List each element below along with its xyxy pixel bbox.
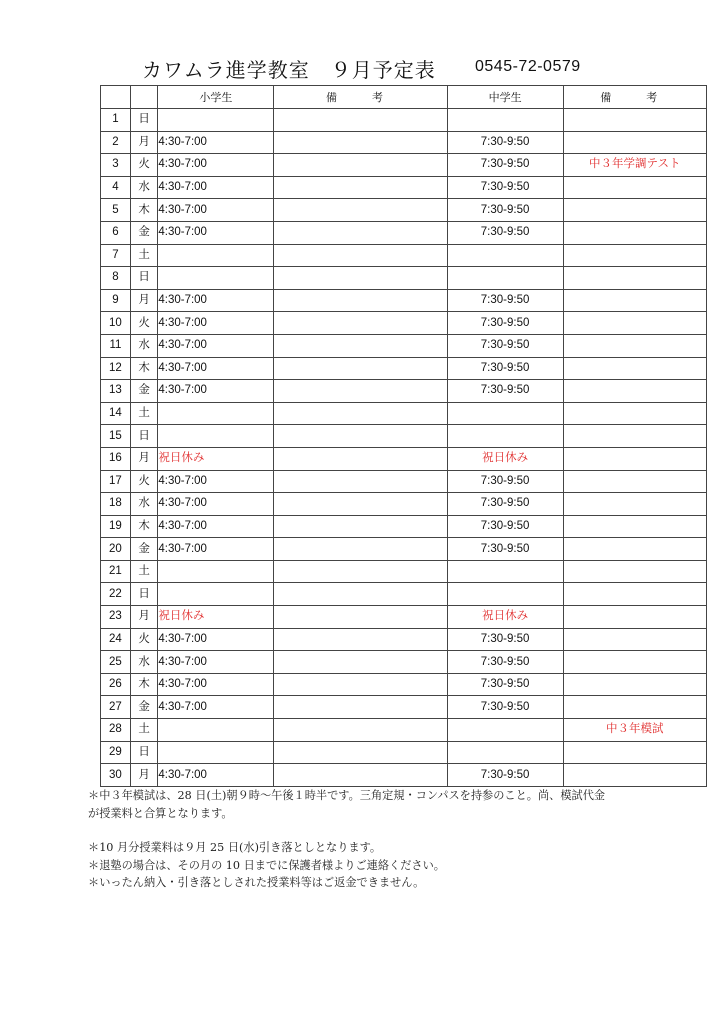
- weekday-cell: 木: [130, 673, 157, 696]
- col-header-middle: 中学生: [447, 86, 563, 109]
- elementary-note-cell: [274, 289, 447, 312]
- elementary-note-cell: [274, 764, 447, 787]
- weekday-cell: 木: [130, 357, 157, 380]
- elementary-time-cell: 4:30-7:00: [158, 515, 274, 538]
- weekday-cell: 水: [130, 334, 157, 357]
- elementary-time-cell: 4:30-7:00: [158, 199, 274, 222]
- table-row: [101, 312, 707, 335]
- weekday-cell: 木: [130, 199, 157, 222]
- table-row: [101, 560, 707, 583]
- middle-note-cell: [563, 628, 706, 651]
- middle-time-cell: 7:30-9:50: [447, 628, 563, 651]
- middle-note-cell: [563, 357, 706, 380]
- middle-note-cell: [563, 538, 706, 561]
- middle-time-cell: [447, 267, 563, 290]
- middle-time-cell: 7:30-9:50: [447, 493, 563, 516]
- middle-note-cell: [563, 289, 706, 312]
- middle-time-cell: 7:30-9:50: [447, 515, 563, 538]
- elementary-time-cell: 4:30-7:00: [158, 696, 274, 719]
- day-number-cell: 5: [101, 199, 131, 222]
- day-number-cell: 25: [101, 651, 131, 674]
- day-number-cell: 30: [101, 764, 131, 787]
- middle-time-cell: [447, 109, 563, 132]
- table-row: [101, 583, 707, 606]
- col-header-weekday: [130, 86, 157, 109]
- middle-note-cell: 中３年模試: [563, 719, 706, 742]
- table-row: [101, 244, 707, 267]
- middle-time-cell: 7:30-9:50: [447, 199, 563, 222]
- middle-time-cell: 7:30-9:50: [447, 357, 563, 380]
- middle-time-cell: [447, 560, 563, 583]
- elementary-time-cell: [158, 425, 274, 448]
- elementary-note-cell: [274, 199, 447, 222]
- middle-note-cell: [563, 764, 706, 787]
- middle-note-cell: [563, 199, 706, 222]
- weekday-cell: 土: [130, 244, 157, 267]
- table-row: [101, 334, 707, 357]
- page-title: カワムラ進学教室 ９月予定表: [142, 58, 436, 82]
- elementary-note-cell: [274, 267, 447, 290]
- elementary-time-cell: 4:30-7:00: [158, 470, 274, 493]
- weekday-cell: 水: [130, 493, 157, 516]
- table-row: [101, 289, 707, 312]
- elementary-note-cell: [274, 651, 447, 674]
- middle-time-cell: [447, 741, 563, 764]
- weekday-cell: 金: [130, 696, 157, 719]
- table-header-row: [101, 86, 707, 109]
- middle-note-cell: [563, 312, 706, 335]
- phone-number: 0545-72-0579: [475, 58, 581, 75]
- table-row: [101, 154, 707, 177]
- weekday-cell: 木: [130, 515, 157, 538]
- weekday-cell: 土: [130, 560, 157, 583]
- weekday-cell: 金: [130, 221, 157, 244]
- table-row: [101, 493, 707, 516]
- table-row: [101, 447, 707, 470]
- day-number-cell: 8: [101, 267, 131, 290]
- note-line: ＊退塾の場合は、その月の 10 日までに保護者様よりご連絡ください。: [88, 858, 445, 872]
- middle-note-cell: [563, 334, 706, 357]
- weekday-cell: 水: [130, 651, 157, 674]
- middle-time-cell: 7:30-9:50: [447, 312, 563, 335]
- elementary-note-cell: [274, 109, 447, 132]
- day-number-cell: 7: [101, 244, 131, 267]
- elementary-time-cell: 4:30-7:00: [158, 131, 274, 154]
- middle-note-cell: [563, 470, 706, 493]
- weekday-cell: 日: [130, 425, 157, 448]
- middle-note-cell: [563, 515, 706, 538]
- notes-section: [88, 787, 698, 892]
- day-number-cell: 15: [101, 425, 131, 448]
- elementary-note-cell: [274, 493, 447, 516]
- elementary-time-cell: [158, 560, 274, 583]
- middle-time-cell: 7:30-9:50: [447, 289, 563, 312]
- day-number-cell: 29: [101, 741, 131, 764]
- middle-time-cell: [447, 244, 563, 267]
- elementary-note-cell: [274, 402, 447, 425]
- elementary-time-cell: [158, 402, 274, 425]
- day-number-cell: 23: [101, 606, 131, 629]
- middle-note-cell: [563, 673, 706, 696]
- day-number-cell: 10: [101, 312, 131, 335]
- middle-note-cell: [563, 447, 706, 470]
- day-number-cell: 1: [101, 109, 131, 132]
- elementary-time-cell: 4:30-7:00: [158, 176, 274, 199]
- elementary-time-cell: 4:30-7:00: [158, 221, 274, 244]
- day-number-cell: 4: [101, 176, 131, 199]
- note-line: ＊中３年模試は、28 日(土)朝９時～午後１時半です。三角定規・コンパスを持参のこと。尚、模試代金: [88, 789, 606, 802]
- table-row: [101, 538, 707, 561]
- elementary-time-cell: 4:30-7:00: [158, 538, 274, 561]
- weekday-cell: 水: [130, 176, 157, 199]
- table-row: [101, 357, 707, 380]
- day-number-cell: 11: [101, 334, 131, 357]
- table-row: [101, 764, 707, 787]
- weekday-cell: 火: [130, 628, 157, 651]
- elementary-time-cell: 4:30-7:00: [158, 154, 274, 177]
- middle-time-cell: 7:30-9:50: [447, 176, 563, 199]
- middle-note-cell: [563, 221, 706, 244]
- day-number-cell: 14: [101, 402, 131, 425]
- middle-time-cell: 7:30-9:50: [447, 696, 563, 719]
- middle-note-cell: [563, 380, 706, 403]
- elementary-time-cell: 4:30-7:00: [158, 493, 274, 516]
- note-line: ＊いったん納入・引き落としされた授業料等はご返金できません。: [88, 876, 425, 889]
- table-row: [101, 719, 707, 742]
- middle-note-cell: [563, 131, 706, 154]
- middle-time-cell: 7:30-9:50: [447, 154, 563, 177]
- middle-time-cell: [447, 402, 563, 425]
- day-number-cell: 12: [101, 357, 131, 380]
- table-row: [101, 741, 707, 764]
- weekday-cell: 月: [130, 606, 157, 629]
- elementary-note-cell: [274, 515, 447, 538]
- middle-time-cell: 7:30-9:50: [447, 470, 563, 493]
- elementary-note-cell: [274, 425, 447, 448]
- middle-note-cell: [563, 583, 706, 606]
- middle-note-cell: [563, 696, 706, 719]
- table-row: [101, 651, 707, 674]
- elementary-time-cell: [158, 109, 274, 132]
- note-line: ＊10 月分授業料は９月 25 日(水)引き落としとなります。: [88, 841, 382, 854]
- col-header-middle-notes: 備 考: [563, 86, 706, 109]
- day-number-cell: 21: [101, 560, 131, 583]
- table-row: [101, 199, 707, 222]
- middle-note-cell: [563, 109, 706, 132]
- middle-time-cell: 7:30-9:50: [447, 651, 563, 674]
- elementary-note-cell: [274, 154, 447, 177]
- day-number-cell: 20: [101, 538, 131, 561]
- elementary-time-cell: 4:30-7:00: [158, 380, 274, 403]
- elementary-note-cell: [274, 470, 447, 493]
- middle-note-cell: [563, 493, 706, 516]
- day-number-cell: 3: [101, 154, 131, 177]
- table-row: [101, 470, 707, 493]
- day-number-cell: 27: [101, 696, 131, 719]
- weekday-cell: 火: [130, 312, 157, 335]
- table-row: [101, 673, 707, 696]
- elementary-time-cell: 4:30-7:00: [158, 651, 274, 674]
- elementary-note-cell: [274, 357, 447, 380]
- weekday-cell: 月: [130, 131, 157, 154]
- weekday-cell: 金: [130, 538, 157, 561]
- elementary-time-cell: [158, 741, 274, 764]
- elementary-note-cell: [274, 606, 447, 629]
- day-number-cell: 9: [101, 289, 131, 312]
- elementary-note-cell: [274, 380, 447, 403]
- schedule-table: [100, 85, 707, 787]
- middle-time-cell: 7:30-9:50: [447, 131, 563, 154]
- elementary-time-cell: 祝日休み: [158, 447, 274, 470]
- elementary-note-cell: [274, 628, 447, 651]
- middle-note-cell: 中３年学調テスト: [563, 154, 706, 177]
- day-number-cell: 17: [101, 470, 131, 493]
- elementary-time-cell: 祝日休み: [158, 606, 274, 629]
- weekday-cell: 日: [130, 109, 157, 132]
- table-row: [101, 267, 707, 290]
- elementary-time-cell: 4:30-7:00: [158, 357, 274, 380]
- elementary-note-cell: [274, 583, 447, 606]
- elementary-time-cell: 4:30-7:00: [158, 334, 274, 357]
- elementary-time-cell: 4:30-7:00: [158, 289, 274, 312]
- table-row: [101, 515, 707, 538]
- col-header-elementary-notes: 備 考: [274, 86, 447, 109]
- day-number-cell: 26: [101, 673, 131, 696]
- elementary-time-cell: 4:30-7:00: [158, 764, 274, 787]
- elementary-note-cell: [274, 719, 447, 742]
- table-row: [101, 176, 707, 199]
- weekday-cell: 火: [130, 154, 157, 177]
- table-row: [101, 221, 707, 244]
- middle-note-cell: [563, 425, 706, 448]
- table-row: [101, 131, 707, 154]
- schedule-body: [101, 109, 707, 787]
- weekday-cell: 月: [130, 289, 157, 312]
- note-line: が授業料と合算となります。: [88, 806, 233, 820]
- middle-note-cell: [563, 741, 706, 764]
- weekday-cell: 金: [130, 380, 157, 403]
- elementary-time-cell: [158, 719, 274, 742]
- weekday-cell: 月: [130, 447, 157, 470]
- day-number-cell: 19: [101, 515, 131, 538]
- elementary-time-cell: [158, 267, 274, 290]
- day-number-cell: 2: [101, 131, 131, 154]
- elementary-note-cell: [274, 131, 447, 154]
- weekday-cell: 日: [130, 583, 157, 606]
- day-number-cell: 24: [101, 628, 131, 651]
- table-row: [101, 696, 707, 719]
- table-row: [101, 606, 707, 629]
- middle-time-cell: 祝日休み: [447, 447, 563, 470]
- elementary-time-cell: [158, 244, 274, 267]
- weekday-cell: 月: [130, 764, 157, 787]
- day-number-cell: 28: [101, 719, 131, 742]
- elementary-note-cell: [274, 538, 447, 561]
- middle-time-cell: 7:30-9:50: [447, 673, 563, 696]
- day-number-cell: 16: [101, 447, 131, 470]
- middle-time-cell: 7:30-9:50: [447, 221, 563, 244]
- elementary-note-cell: [274, 221, 447, 244]
- weekday-cell: 日: [130, 267, 157, 290]
- table-row: [101, 402, 707, 425]
- middle-note-cell: [563, 267, 706, 290]
- elementary-note-cell: [274, 244, 447, 267]
- elementary-note-cell: [274, 312, 447, 335]
- elementary-time-cell: 4:30-7:00: [158, 312, 274, 335]
- weekday-cell: 日: [130, 741, 157, 764]
- middle-time-cell: [447, 719, 563, 742]
- table-row: [101, 380, 707, 403]
- table-row: [101, 109, 707, 132]
- middle-note-cell: [563, 176, 706, 199]
- table-row: [101, 425, 707, 448]
- day-number-cell: 22: [101, 583, 131, 606]
- elementary-note-cell: [274, 560, 447, 583]
- elementary-note-cell: [274, 673, 447, 696]
- elementary-time-cell: 4:30-7:00: [158, 628, 274, 651]
- middle-note-cell: [563, 244, 706, 267]
- weekday-cell: 火: [130, 470, 157, 493]
- elementary-note-cell: [274, 447, 447, 470]
- weekday-cell: 土: [130, 719, 157, 742]
- page-header: [0, 52, 724, 82]
- col-header-day: [101, 86, 131, 109]
- elementary-note-cell: [274, 176, 447, 199]
- middle-note-cell: [563, 651, 706, 674]
- middle-time-cell: [447, 583, 563, 606]
- middle-note-cell: [563, 606, 706, 629]
- elementary-time-cell: [158, 583, 274, 606]
- elementary-note-cell: [274, 334, 447, 357]
- middle-time-cell: 7:30-9:50: [447, 538, 563, 561]
- day-number-cell: 18: [101, 493, 131, 516]
- col-header-elementary: 小学生: [158, 86, 274, 109]
- day-number-cell: 6: [101, 221, 131, 244]
- elementary-time-cell: 4:30-7:00: [158, 673, 274, 696]
- middle-note-cell: [563, 560, 706, 583]
- middle-note-cell: [563, 402, 706, 425]
- middle-time-cell: 7:30-9:50: [447, 334, 563, 357]
- elementary-note-cell: [274, 696, 447, 719]
- elementary-note-cell: [274, 741, 447, 764]
- day-number-cell: 13: [101, 380, 131, 403]
- middle-time-cell: [447, 425, 563, 448]
- weekday-cell: 土: [130, 402, 157, 425]
- table-row: [101, 628, 707, 651]
- middle-time-cell: 祝日休み: [447, 606, 563, 629]
- middle-time-cell: 7:30-9:50: [447, 380, 563, 403]
- middle-time-cell: 7:30-9:50: [447, 764, 563, 787]
